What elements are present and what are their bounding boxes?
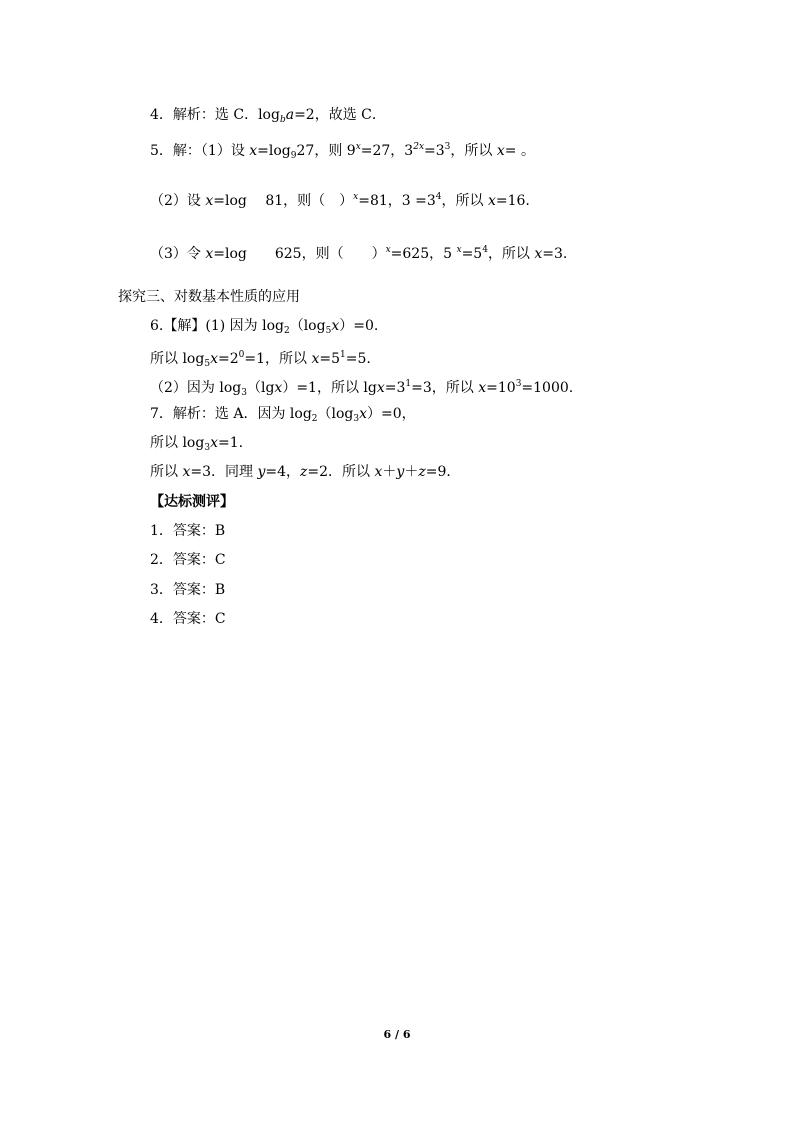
variable: x	[376, 380, 385, 396]
text: 所以	[150, 464, 183, 480]
text: =9．	[425, 464, 461, 480]
answer-line-7-3	[150, 463, 460, 481]
subscript: b	[279, 115, 286, 125]
text: （log	[317, 406, 354, 422]
text: =27，3	[360, 143, 414, 159]
answer-line-4	[150, 106, 386, 129]
variable: x	[331, 318, 340, 334]
answer-line-5-3	[150, 241, 567, 263]
text: （2）因为 log	[150, 380, 242, 396]
text: 7．解析：选 A．因为 log	[150, 406, 312, 422]
superscript: x	[355, 142, 361, 152]
text: =1.	[217, 435, 244, 451]
text: =3.	[542, 246, 568, 262]
subscript: 9	[290, 151, 297, 161]
subscript: 2	[311, 414, 318, 424]
text: =10	[486, 380, 516, 396]
text: =3	[384, 380, 406, 396]
text: ）=1，所以 lg	[282, 380, 377, 396]
text: ＋	[404, 464, 419, 480]
answer-line-6-2	[150, 346, 371, 373]
variable: y	[257, 464, 266, 480]
superscript: 3	[515, 379, 522, 389]
variable: x	[205, 193, 214, 209]
subscript: 5	[325, 326, 332, 336]
text: ，所以	[487, 246, 535, 262]
answer-item-4: 4．答案：C	[150, 611, 226, 627]
variable: x	[182, 464, 191, 480]
text: 5．解：（1）设	[150, 143, 250, 159]
variable: z	[300, 464, 308, 480]
subscript: 3	[353, 414, 360, 424]
answer-line-7-2	[150, 434, 243, 457]
answer-item-1: 1．答案：B	[150, 523, 226, 539]
text: 所以 log	[150, 351, 205, 367]
answer-item-2: 2．答案：C	[150, 552, 226, 568]
text: =5.	[345, 351, 371, 367]
text: =log 625，则（ ）	[213, 246, 386, 262]
variable: x	[487, 193, 496, 209]
variable: x	[311, 351, 320, 367]
superscript: 3	[444, 142, 451, 152]
text: （log	[289, 318, 326, 334]
text: =1000.	[521, 380, 574, 396]
text: =log	[257, 143, 291, 159]
text: =81，3 =3	[358, 193, 436, 209]
text: =4，	[265, 464, 301, 480]
text: 6.【解】(1) 因为 log	[150, 318, 284, 334]
text: =log 81，则（ ）	[213, 193, 354, 209]
superscript: x	[385, 245, 391, 255]
answer-line-7-1	[150, 405, 416, 428]
variable: x	[359, 406, 368, 422]
subscript: 3	[241, 388, 247, 398]
variable: x	[274, 380, 283, 396]
answer-line-5-1	[150, 138, 535, 165]
variable: x	[210, 435, 218, 451]
variable: x	[374, 464, 383, 480]
superscript: 1	[405, 379, 412, 389]
superscript: 4	[482, 245, 488, 255]
text: = 。	[504, 143, 535, 159]
variable: x	[205, 246, 214, 262]
page-number: 6 / 6	[383, 1028, 411, 1041]
subscript: 3	[204, 443, 211, 453]
text: =1，所以	[244, 351, 312, 367]
variable: z	[418, 464, 426, 480]
answer-line-6-1	[150, 317, 378, 340]
variable: x	[478, 380, 487, 396]
text: =2，故选 C．	[294, 107, 386, 123]
text: =3	[424, 143, 445, 159]
text: =625，5	[390, 246, 457, 262]
text: =5	[319, 351, 340, 367]
subscript: 2	[283, 326, 290, 336]
variable: a	[285, 107, 295, 123]
text: （3）令	[150, 246, 206, 262]
text: ）=0，	[367, 406, 416, 422]
text: =5	[461, 246, 483, 262]
superscript: x	[456, 245, 462, 255]
section-heading: 探究三、对数基本性质的应用	[118, 289, 300, 305]
text: （2）设	[150, 193, 206, 209]
text: ）=0.	[339, 318, 379, 334]
text: =2．所以	[307, 464, 375, 480]
text: 27，则 9	[296, 143, 356, 159]
answer-line-5-2	[150, 188, 530, 210]
superscript: 0	[238, 350, 245, 360]
variable: x	[496, 143, 505, 159]
text: （lg	[246, 380, 275, 396]
superscript: 4	[435, 192, 442, 202]
text: ，所以	[450, 143, 497, 159]
superscript: 1	[339, 350, 346, 360]
text: =2	[217, 351, 239, 367]
variable: y	[396, 464, 405, 480]
variable: x	[249, 143, 258, 159]
text: 所以 log	[150, 435, 205, 451]
variable: x	[210, 351, 218, 367]
text: 4．解析：选 C．log	[150, 107, 280, 123]
text: =3，所以	[411, 380, 479, 396]
superscript: 2x	[413, 142, 425, 152]
text: ＋	[382, 464, 397, 480]
text: =3．同理	[190, 464, 258, 480]
answer-line-6-3	[150, 375, 573, 402]
subscript: 5	[204, 359, 211, 369]
superscript: x	[353, 192, 359, 202]
answer-item-3: 3．答案：B	[150, 582, 226, 598]
variable: x	[534, 246, 543, 262]
text: ，所以	[441, 193, 488, 209]
text: =16.	[495, 193, 530, 209]
assessment-heading: 【达标测评】	[150, 494, 234, 510]
